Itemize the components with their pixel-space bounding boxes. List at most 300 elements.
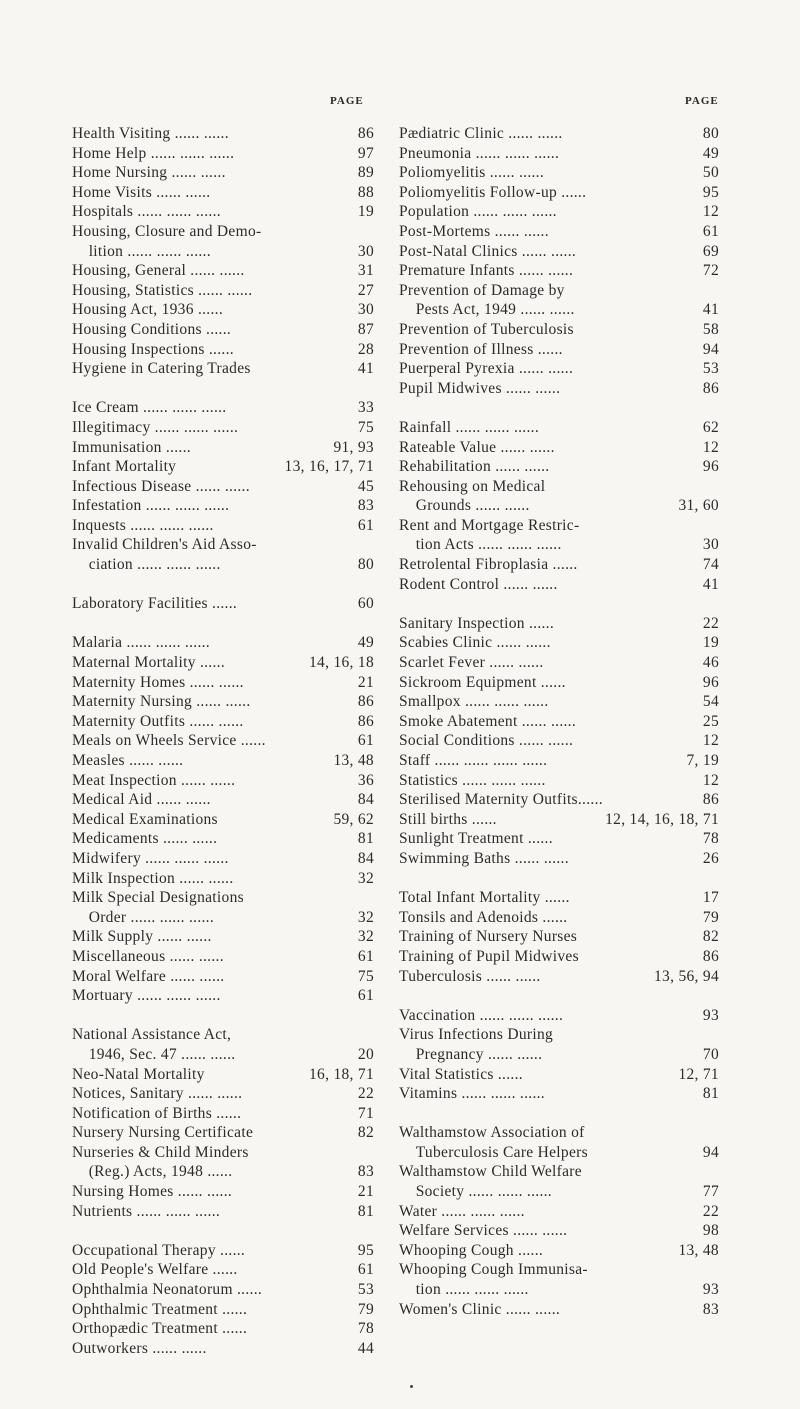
index-entry-page: 21 [357,673,374,691]
index-entry-label: Women's Clinic ...... ...... [399,1300,561,1318]
index-entry-label: Prevention of Illness ...... [399,340,563,358]
index-entry [399,418,719,438]
index-entry-page: 32 [357,908,374,926]
index-entry-page: 26 [702,849,719,867]
index-entry-page: 82 [357,1124,374,1142]
index-entry [72,633,374,653]
index-entry-label: Health Visiting ...... ...... [72,125,229,142]
index-entry [399,947,719,967]
page-column-heading-left: PAGE [330,95,364,107]
index-entry [72,1202,374,1222]
index-entry-page: 41 [357,360,374,378]
index-entry-page: 14, 16, 18 [309,654,374,672]
index-entry [72,790,374,810]
index-entry-page: 93 [702,1281,719,1299]
index-entry-label: Moral Welfare ...... ...... [72,967,225,985]
index-entry [72,673,374,693]
index-entry-label: Scarlet Fever ...... ...... [399,654,544,672]
index-entry [72,281,374,301]
index-entry [399,908,719,928]
index-entry-page: 79 [357,1300,374,1318]
index-section-gap [399,398,719,418]
index-entry-label: Sterilised Maternity Outfits...... [399,791,603,809]
index-entry [72,692,374,712]
index-entry-label: Maternity Homes ...... ...... [72,673,244,691]
index-entry [72,849,374,869]
index-entry-page: 61 [357,1261,374,1279]
index-entry-page: 61 [357,732,374,750]
index-entry [72,829,374,849]
index-entry-page: 50 [702,164,719,182]
index-entry [72,1084,374,1104]
index-entry [399,653,719,673]
index-entry-label: Whooping Cough ...... [399,1241,544,1259]
index-entry-label: Nursery Nursing Certificate [72,1124,254,1142]
index-entry [399,927,719,947]
index-entry-page: 13, 48 [678,1241,719,1259]
index-entry-label: Medical Aid ...... ...... [72,791,211,809]
index-entry-page: 41 [702,575,719,593]
index-entry [399,1025,719,1064]
index-entry-page: 31 [357,262,374,280]
index-entry [399,1162,719,1201]
index-entry-page: 75 [357,418,374,436]
printer-mark-dot [410,1385,413,1388]
index-entry-page: 97 [357,144,374,162]
index-entry [399,1300,719,1320]
index-entry-page: 30 [702,536,719,554]
index-entry [72,438,374,458]
index-entry [72,1300,374,1320]
index-entry [72,202,374,222]
index-entry-label: Medical Examinations [72,810,218,828]
index-section-gap [72,1221,374,1241]
index-entry-page: 83 [702,1300,719,1318]
index-entry-label: Prevention of Tuberculosis [399,320,574,338]
index-entry-label: Hygiene in Catering Trades [72,360,251,378]
index-entry-page: 87 [357,320,374,338]
index-entry-label: Staff ...... ...... ...... ...... [399,752,548,769]
index-entry-label: Meat Inspection ...... ...... [72,771,236,789]
index-entry-label: Swimming Baths ...... ...... [399,849,569,867]
index-entry [399,673,719,693]
index-entry [72,183,374,203]
index-entry [72,144,374,164]
index-entry-label: Rehousing on Medical Grounds ...... ...... [399,477,546,515]
index-entry-page: 81 [357,1202,374,1220]
index-entry-page: 83 [357,497,374,515]
index-entry [399,1123,719,1162]
index-entry [72,888,374,927]
index-entry-label: Inquests ...... ...... ...... [72,516,214,534]
index-entry [72,653,374,673]
index-entry-page: 31, 60 [678,497,719,515]
index-entry-page: 49 [702,144,719,162]
index-entry-label: Sunlight Treatment ...... [399,830,553,848]
index-entry [72,516,374,536]
index-entry-label: Midwifery ...... ...... ...... [72,849,229,867]
index-entry [399,751,719,771]
index-entry-label: Old People's Welfare ...... [72,1261,238,1279]
index-entry-page: 74 [702,556,719,574]
index-entry-label: Ophthalmia Neonatorum ...... [72,1281,263,1299]
index-entry [399,281,719,320]
index-entry-label: Smoke Abatement ...... ...... [399,712,577,730]
index-entry-label: Still births ...... [399,810,497,828]
index-entry-page: 22 [702,614,719,632]
index-entry-label: Immunisation ...... [72,438,191,456]
index-entry-label: Malaria ...... ...... ...... [72,634,210,652]
index-entry-label: Neo-Natal Mortality [72,1065,205,1083]
index-entry-page: 98 [702,1222,719,1240]
index-entry-page: 94 [702,1143,719,1161]
index-entry [399,163,719,183]
index-entry [399,1006,719,1026]
index-entry-label: Rateable Value ...... ...... [399,438,555,456]
index-entry-label: Rodent Control ...... ...... [399,575,558,593]
index-entry-label: Whooping Cough Immunisa- tion ...... ...... ...... [399,1261,588,1299]
index-entry-label: Training of Pupil Midwives [399,947,579,965]
index-entry-label: Smallpox ...... ...... ...... [399,693,549,711]
index-entry-page: 61 [357,516,374,534]
index-entry-page: 78 [702,830,719,848]
index-entry [399,712,719,732]
index-entry-page: 81 [702,1085,719,1103]
index-entry [399,516,719,555]
index-entry [399,242,719,262]
index-entry-page: 96 [702,673,719,691]
index-entry-page: 95 [702,183,719,201]
index-entry-label: Housing, Statistics ...... ...... [72,281,253,299]
index-entry [399,438,719,458]
index-entry [72,418,374,438]
index-entry [399,202,719,222]
index-entry-page: 28 [357,340,374,358]
index-entry-label: Poliomyelitis Follow-up ...... [399,183,587,201]
index-entry-page: 12 [702,732,719,750]
index-entry [399,967,719,987]
index-entry [399,1241,719,1261]
index-section-gap [399,1104,719,1124]
index-section-gap [72,614,374,634]
index-entry [399,183,719,203]
index-entry [72,477,374,497]
index-entry-page: 16, 18, 71 [309,1065,374,1083]
index-entry-label: Maternal Mortality ...... [72,654,225,672]
index-entry-label: Welfare Services ...... ...... [399,1222,568,1240]
index-entry-label: Occupational Therapy ...... [72,1241,246,1259]
index-entry-label: Nurseries & Child Minders (Reg.) Acts, 1948 ...... [72,1143,249,1181]
index-entry-label: Rent and Mortgage Restric- tion Acts ...... ...... ...... [399,516,580,554]
index-entry-page: 12, 14, 16, 18, 71 [605,810,719,828]
index-entry [399,1221,719,1241]
index-entry-page: 36 [357,771,374,789]
index-entry-page: 86 [702,791,719,809]
index-entry-page: 86 [357,125,374,142]
index-entry-label: Milk Supply ...... ...... [72,928,212,946]
index-entry [72,163,374,183]
index-entry-page: 22 [357,1085,374,1103]
index-entry [72,1182,374,1202]
index-entry [399,340,719,360]
index-entry [72,1025,374,1064]
index-entry-page: 12 [702,203,719,221]
index-entry-page: 27 [357,281,374,299]
index-entry-page: 84 [357,791,374,809]
index-entry-label: Rainfall ...... ...... ...... [399,418,540,436]
index-entry-label: Medicaments ...... ...... [72,830,218,848]
index-entry [72,986,374,1006]
index-entry [72,1143,374,1182]
index-entry-page: 58 [702,320,719,338]
index-entry [72,810,374,830]
index-entry-label: Mortuary ...... ...... ...... [72,987,221,1005]
index-entry-label: Home Help ...... ...... ...... [72,144,235,162]
index-entry-page: 61 [357,947,374,965]
index-entry [72,359,374,379]
index-entry-label: Measles ...... ...... [72,752,184,769]
index-entry-label: Home Visits ...... ...... [72,183,211,201]
index-entry [399,124,719,144]
index-entry [72,457,374,477]
index-entry-label: Notification of Births ...... [72,1104,242,1122]
index-entry-page: 86 [357,712,374,730]
index-entry-page: 7, 19 [686,752,719,769]
index-entry-label: Housing Act, 1936 ...... [72,301,224,319]
index-entry-page: 19 [357,203,374,221]
index-entry-label: Population ...... ...... ...... [399,203,557,221]
index-entry-page: 82 [702,928,719,946]
index-section-gap [72,575,374,595]
index-entry-page: 95 [357,1241,374,1259]
index-entry [72,496,374,516]
index-entry-page: 30 [357,301,374,319]
index-entry-label: Premature Infants ...... ...... [399,262,574,280]
index-entry-label: Training of Nursery Nurses [399,928,578,946]
index-entry [399,320,719,340]
index-entry-page: 86 [702,379,719,397]
index-entry-page: 17 [702,889,719,907]
index-entry-label: Statistics ...... ...... ...... [399,771,546,789]
index-entry-label: Nursing Homes ...... ...... [72,1183,233,1201]
index-section-gap [399,869,719,889]
index-entry [72,594,374,614]
index-entry-page: 21 [357,1183,374,1201]
index-entry-label: Ophthalmic Treatment ...... [72,1300,248,1318]
index-entry-label: Housing, General ...... ...... [72,262,245,280]
index-entry [399,849,719,869]
index-entry-page: 94 [702,340,719,358]
index-entry-label: Vitamins ...... ...... ...... [399,1085,545,1103]
index-entry-page: 75 [357,967,374,985]
index-entry [72,1280,374,1300]
index-entry [72,1339,374,1359]
index-entry-page: 62 [702,418,719,436]
index-entry-page: 70 [702,1045,719,1063]
index-entry [72,222,374,261]
index-entry-label: Maternity Nursing ...... ...... [72,693,251,711]
index-entry-label: Milk Special Designations Order ...... ...... ...... [72,889,244,926]
index-entry-label: Water ...... ...... ...... [399,1202,525,1220]
index-entry [72,340,374,360]
index-entry [399,692,719,712]
index-entry-page: 44 [357,1339,374,1357]
index-entry-label: National Assistance Act, 1946, Sec. 47 ...... ...... [72,1026,236,1063]
index-entry-page: 86 [702,947,719,965]
index-entry-page: 80 [357,556,374,574]
index-entry-page: 30 [357,242,374,260]
index-entry-label: Vital Statistics ...... [399,1065,523,1083]
index-entry-label: Pneumonia ...... ...... ...... [399,144,560,162]
index-list-left [72,124,374,1358]
page-column-heading-right: PAGE [685,95,719,107]
index-entry [72,300,374,320]
index-entry-label: Milk Inspection ...... ...... [72,869,234,887]
index-entry-label: Tonsils and Adenoids ...... [399,908,568,926]
index-entry [72,124,374,144]
index-entry-page: 13, 48 [333,752,374,769]
index-entry-page: 91, 93 [333,438,374,456]
index-entry-label: Total Infant Mortality ...... [399,889,570,907]
index-entry [72,751,374,771]
index-entry [399,555,719,575]
index-entry-page: 12, 71 [678,1065,719,1083]
index-entry [399,1260,719,1299]
index-entry-page: 88 [357,183,374,201]
index-entry-label: Post-Natal Clinics ...... ...... [399,242,577,260]
index-entry [399,261,719,281]
index-entry-page: 13, 56, 94 [654,967,719,985]
index-entry-label: Outworkers ...... ...... [72,1339,207,1357]
index-entry [72,927,374,947]
index-entry-label: Social Conditions ...... ...... [399,732,574,750]
index-section-gap [399,986,719,1006]
index-entry-label: Housing, Closure and Demo- lition ...... ...... ...... [72,222,262,260]
index-entry-page: 13, 16, 17, 71 [284,458,374,476]
index-section-gap [72,379,374,399]
index-entry-page: 71 [357,1104,374,1122]
index-entry-label: Notices, Sanitary ...... ...... [72,1085,243,1103]
index-entry [72,398,374,418]
index-entry-label: Nutrients ...... ...... ...... [72,1202,221,1220]
index-entry-label: Infant Mortality [72,458,177,476]
index-section-gap [399,594,719,614]
index-entry-label: Miscellaneous ...... ...... [72,947,224,965]
index-entry-page: 20 [357,1045,374,1063]
index-entry-page: 79 [702,908,719,926]
index-entry-label: Housing Inspections ...... [72,340,234,358]
index-entry-label: Maternity Outfits ...... ...... [72,712,244,730]
index-list-right [399,124,719,1319]
index-entry-page: 46 [702,654,719,672]
index-entry-label: Orthopædic Treatment ...... [72,1320,248,1338]
index-entry [72,731,374,751]
index-entry [72,1241,374,1261]
index-entry [72,967,374,987]
index-entry-label: Rehabilitation ...... ...... [399,458,550,476]
index-entry-page: 59, 62 [333,810,374,828]
index-entry-label: Prevention of Damage by Pests Act, 1949 ...... ...... [399,281,575,319]
index-section-gap [72,1006,374,1026]
index-entry-label: Poliomyelitis ...... ...... [399,164,545,182]
index-entry [72,1123,374,1143]
index-entry-page: 77 [702,1183,719,1201]
index-entry-page: 78 [357,1320,374,1338]
index-entry-label: Infestation ...... ...... ...... [72,497,230,515]
index-entry [72,947,374,967]
index-entry [399,633,719,653]
index-entry-page: 53 [702,360,719,378]
index-entry-page: 32 [357,869,374,887]
index-entry-label: Pupil Midwives ...... ...... [399,379,561,397]
index-entry [399,810,719,830]
index-entry-label: Retrolental Fibroplasia ...... [399,556,578,574]
index-entry-label: Sanitary Inspection ...... [399,614,555,632]
index-entry [399,379,719,399]
index-entry-label: Home Nursing ...... ...... [72,164,226,182]
index-entry [399,222,719,242]
index-entry-label: Post-Mortems ...... ...... [399,222,549,240]
index-entry [72,771,374,791]
index-entry-label: Scabies Clinic ...... ...... [399,634,551,652]
index-entry [399,731,719,751]
index-entry [72,869,374,889]
index-entry-page: 86 [357,693,374,711]
index-entry-page: 12 [702,438,719,456]
index-entry-page: 60 [357,595,374,613]
index-entry-page: 93 [702,1006,719,1024]
index-entry [399,1065,719,1085]
index-entry-label: Housing Conditions ...... [72,320,232,338]
index-entry [72,535,374,574]
index-entry [399,457,719,477]
index-entry-page: 89 [357,164,374,182]
index-entry [399,477,719,516]
index-entry-label: Laboratory Facilities ...... [72,595,238,613]
index-entry-page: 54 [702,693,719,711]
index-entry [72,1065,374,1085]
index-entry [399,1084,719,1104]
index-entry-page: 32 [357,928,374,946]
index-entry [399,771,719,791]
index-entry [72,712,374,732]
index-entry [399,359,719,379]
index-entry-page: 53 [357,1281,374,1299]
index-entry [72,320,374,340]
index-entry-page: 80 [702,125,719,142]
index-entry-page: 49 [357,634,374,652]
index-entry-label: Virus Infections During Pregnancy ...... ...... [399,1026,554,1063]
index-entry [72,1260,374,1280]
index-entry-page: 22 [702,1202,719,1220]
index-entry-label: Invalid Children's Aid Asso- ciation ...... ...... ...... [72,536,257,574]
index-entry [399,575,719,595]
index-entry-page: 19 [702,634,719,652]
index-entry-label: Tuberculosis ...... ...... [399,967,541,985]
index-entry-page: 84 [357,849,374,867]
index-entry-page: 45 [357,477,374,495]
index-entry-page: 81 [357,830,374,848]
index-entry [399,829,719,849]
index-entry-label: Sickroom Equipment ...... [399,673,566,691]
index-entry-label: Illegitimacy ...... ...... ...... [72,418,239,436]
index-entry-page: 25 [702,712,719,730]
index-entry-label: Vaccination ...... ...... ...... [399,1006,564,1024]
index-entry-page: 41 [702,301,719,319]
index-entry-label: Ice Cream ...... ...... ...... [72,399,227,417]
index-entry [399,888,719,908]
index-entry-label: Meals on Wheels Service ...... [72,732,266,750]
